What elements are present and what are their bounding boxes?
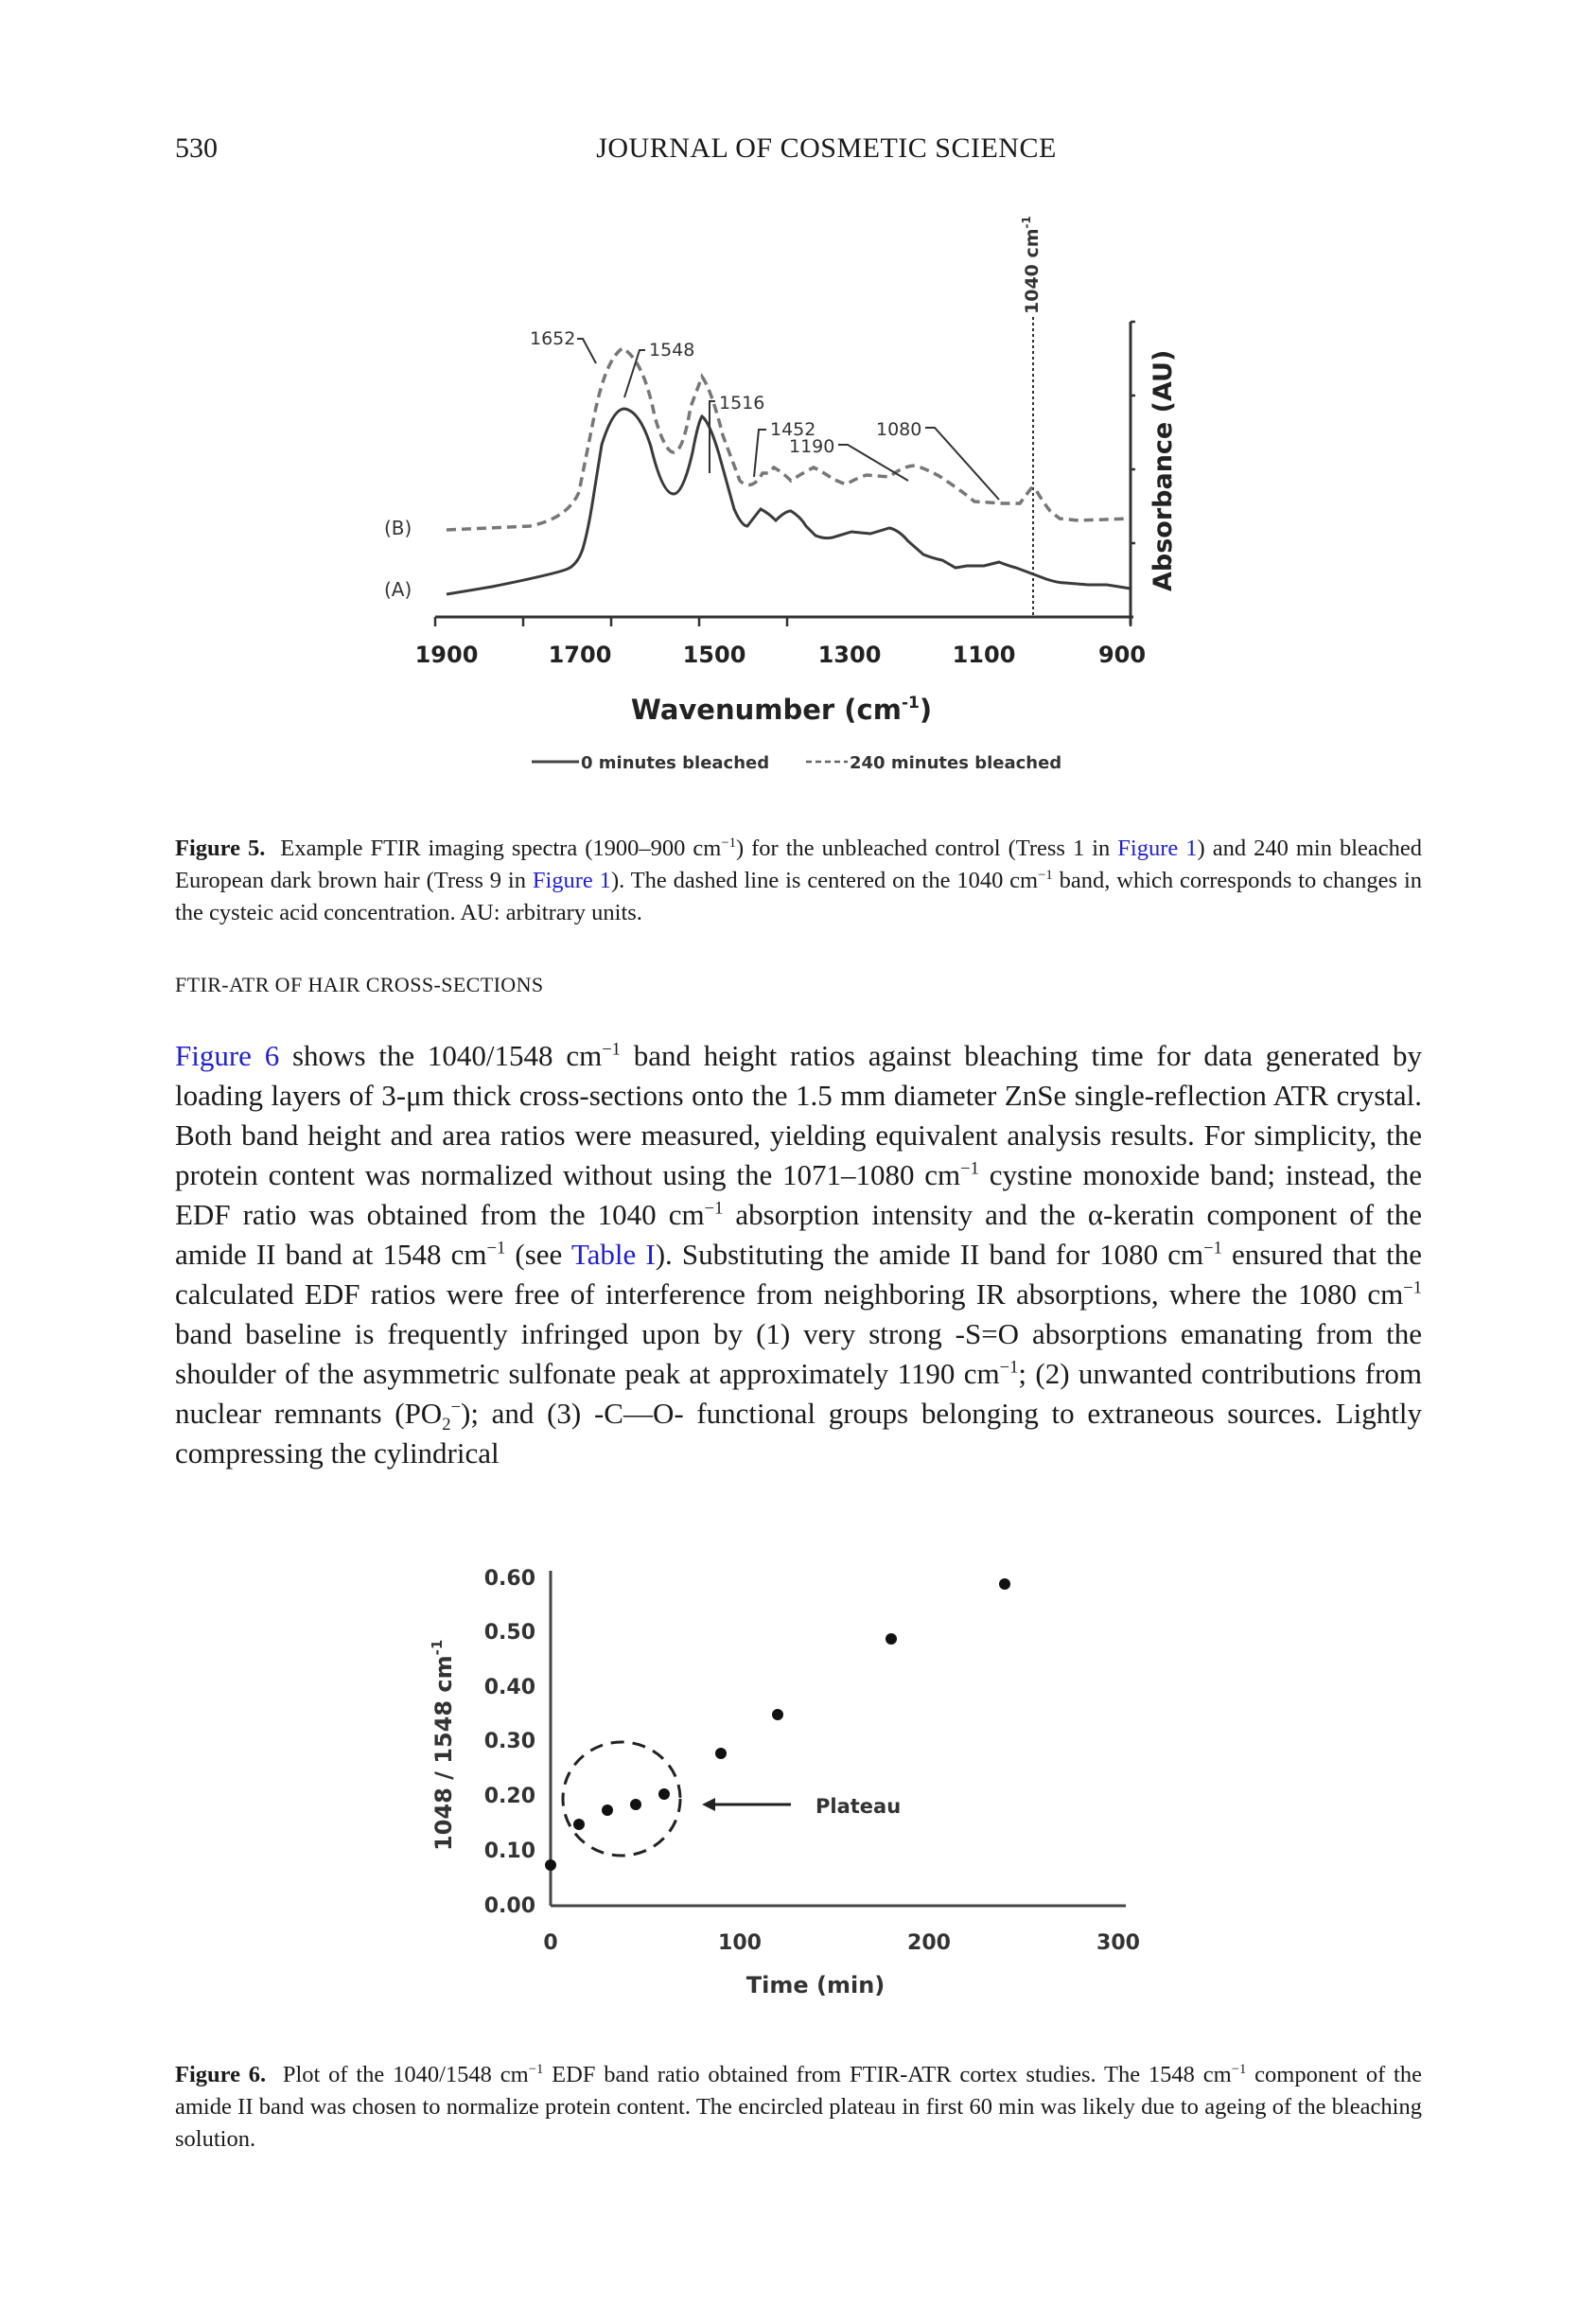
figure-6-caption: Figure 6. Plot of the 1040/1548 $cm^{-1}$ EDF band ratio obtained from FTIR-ATR cortex studies. The 1548 $cm^{-1}$ component of the amide II band was chosen to normalize protein content. The encircled plateau in first 60 min was likely due to ageing of the bleaching solution. [175,2061,1422,2152]
peak-label-1080: 1080 [876,419,922,440]
peak-label-1452: 1452 [770,419,816,440]
x-axis-ticks [543,1931,1140,1955]
y-axis-label: Absorbance (AU) [1149,349,1178,591]
peak-label-1652: 1652 [530,328,576,349]
link-figure-1b[interactable]: Figure 1 [532,868,611,893]
svg-text:0.30: 0.30 [483,1730,535,1753]
y-axis-ticks [484,1567,535,1918]
svg-text:100: 100 [718,1931,762,1955]
legend-240min: 240 minutes bleached [850,753,1062,773]
page-number: 530 [175,132,218,164]
svg-text:1900: 1900 [414,642,479,668]
peak-label-1516: 1516 [719,393,765,414]
reference-line-label: 1040 $cm^{-1}$ [1020,216,1043,314]
figure-5-label: Figure 5. [175,836,266,861]
svg-text:0.10: 0.10 [483,1840,535,1863]
svg-text:200: 200 [907,1931,951,1955]
svg-text:1700: 1700 [548,642,612,668]
journal-running-head: JOURNAL OF COSMETIC SCIENCE [596,132,1057,164]
figure-6-label: Figure 6. [175,2062,267,2087]
svg-text:1100: 1100 [952,642,1016,668]
svg-text:0.50: 0.50 [483,1621,535,1645]
link-table-1[interactable]: Table I [570,1238,656,1271]
svg-text:0: 0 [543,1931,558,1955]
svg-text:1500: 1500 [682,642,746,668]
link-figure-6[interactable]: Figure 6 [175,1039,280,1072]
x-axis-ticks [415,642,1146,668]
data-points [545,1578,1010,1871]
peak-label-1190: 1190 [789,436,835,457]
body-paragraph: Figure 6 shows the 1040/1548 $cm^{-1}$ band height ratios against bleaching time for data generated by loading layers of 3-μm thick cross-sections onto the 1.5 mm diameter ZnSe single-reflection ATR crystal. Both band height and area ratios were measured, yielding equivalent analysis results. For simplicity, the protein content was normalized without using the 1071–1080 $cm^{-1}$ cystine monoxide band; instead, the EDF ratio was obtained from the 1040 $cm^{-1}$ absorption intensity and the α-keratin component of the amide II band at 1548 $cm^{-1}$ (see Table I). Substituting the amide II band for 1080 $cm^{-1}$ ensured that the calculated EDF ratios were free of interference from neighboring IR absorptions, where the 1080 $cm^{-1}$ band baseline is frequently infringed upon by (1) very strong -S=O absorptions emanating from the shoulder of the asymmetric sulfonate peak at approximately 1190 $cm^{-1}$; (2) unwanted contributions from nuclear remnants $(PO_2^-)$; and (3) -C—O- functional groups belonging to extraneous sources. Lightly compressing the cylindrical [175,1039,1423,1470]
plateau-label: Plateau [816,1795,902,1818]
x-axis-label: Time (min) [745,1972,886,1998]
section-heading: FTIR-ATR OF HAIR CROSS-SECTIONS [175,973,544,996]
svg-text:0.00: 0.00 [483,1894,535,1918]
figure-5-caption: Figure 5. Example FTIR imaging spectra (1900–900 $cm^{-1}$) for the unbleached control (Tress 1 in Figure 1) and 240 min bleached European dark brown hair (Tress 9 in Figure 1). The dashed line is centered on the 1040 $cm^{-1}$ band, which corresponds to changes in the cysteic acid concentration. AU: arbitrary units. [175,835,1423,925]
link-figure-1[interactable]: Figure 1 [1117,836,1198,861]
svg-text:0.40: 0.40 [483,1676,535,1699]
svg-text:300: 300 [1096,1931,1140,1955]
trace-label-b: (B) [384,517,412,539]
svg-text:0.60: 0.60 [483,1567,535,1591]
x-axis-label: Wavenumber $(cm^{-1})$ [630,694,933,726]
y-axis-label: 1048 / 1548 $cm^{-1}$ [429,1639,457,1851]
figure-5-chart [0,0,1596,833]
svg-text:0.20: 0.20 [483,1785,535,1808]
peak-label-1548: 1548 [649,340,695,361]
trace-label-a: (A) [384,578,412,601]
svg-text:900: 900 [1097,642,1147,668]
figure-6-chart [0,1552,1596,2044]
legend-0min: 0 minutes bleached [581,753,770,773]
svg-text:1300: 1300 [817,642,882,668]
